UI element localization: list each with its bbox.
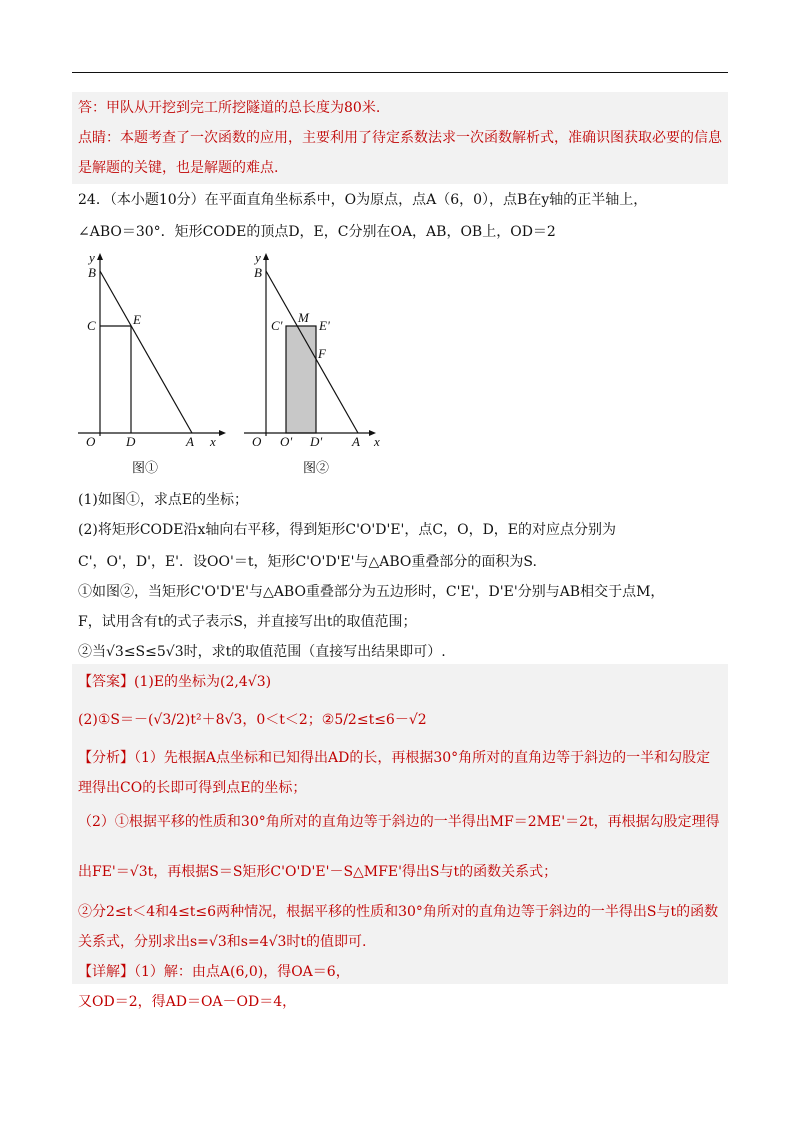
part-3-line-2: F，试用含有t的式子表示S，并直接写出t的取值范围； [78, 614, 417, 630]
fig1-caption: 图① [132, 461, 159, 476]
fig1-label-y: y [89, 250, 95, 265]
fig1-label-e: E [133, 312, 141, 327]
fig1-y-arrow [97, 253, 103, 260]
fig1-label-o: O [86, 434, 96, 448]
figure-1 [70, 248, 230, 448]
fig1-label-d: D [126, 434, 136, 448]
detail-line-2: 又OD＝2，得AD＝OA－OD＝4， [78, 994, 297, 1010]
analysis-line-6: 关系式，分别求出s=√3和s=4√3时t的值即可. [78, 934, 367, 950]
fig1-label-b: B [88, 265, 96, 280]
fig1-line-ab [100, 271, 192, 433]
fig2-label-o: O [252, 434, 262, 448]
figure-2 [236, 248, 396, 448]
question-line-2: ∠ABO＝30°．矩形CODE的顶点D，E，C分别在OA，AB，OB上，OD＝2 [78, 224, 556, 240]
part-2-line-2: C'，O'，D'，E'．设OO'＝t，矩形C'O'D'E'与△ABO重叠部分的面积为S. [78, 554, 537, 570]
fig2-label-f: F [318, 346, 326, 361]
fig2-label-c: C' [271, 318, 283, 333]
fig2-label-b: B [254, 265, 262, 280]
answer-line-1: 【答案】(1)E的坐标为(2,4√3) [78, 674, 272, 690]
question-line-1: 24．（本小题10分）在平面直角坐标系中，O为原点，点A（6，0），点B在y轴的正半轴上， [78, 192, 648, 208]
part-4: ②当√3≤S≤5√3时，求t的取值范围（直接写出结果即可）. [78, 644, 446, 660]
analysis-line-5: ②分2≤t＜4和4≤t≤6两种情况，根据平移的性质和30°角所对的直角边等于斜边的一半得出S与t的函数 [78, 904, 719, 920]
fig2-label-e: E' [319, 318, 330, 333]
fig1-label-a: A [186, 434, 194, 448]
part-3-line-1: ①如图②，当矩形C'O'D'E'与△ABO重叠部分为五边形时，C'E'，D'E'分别与AB相交于点M， [78, 584, 665, 600]
tip-line-1: 点睛：本题考查了一次函数的应用，主要利用了待定系数法求一次函数解析式，准确识图获取必要的信息 [78, 130, 722, 146]
fig2-caption: 图② [303, 461, 330, 476]
header-rule [72, 72, 728, 73]
fig2-label-a: A [352, 434, 360, 448]
tip-line-2: 是解题的关键，也是解题的难点. [78, 160, 279, 176]
analysis-line-2: 理得出CO的长即可得到点E的坐标； [78, 780, 307, 796]
fig2-label-m: M [298, 310, 309, 325]
fig1-label-c: C [87, 318, 96, 333]
fig2-overlap-region [286, 326, 316, 433]
analysis-line-1: 【分析】（1）先根据A点坐标和已知得出AD的长，再根据30°角所对的直角边等于斜边的一半和勾股定 [78, 750, 711, 766]
part-1: (1)如图①，求点E的坐标； [78, 492, 249, 508]
detail-line-1: 【详解】（1）解：由点A(6,0)，得OA＝6， [78, 964, 350, 980]
part-2-line-1: (2)将矩形CODE沿x轴向右平移，得到矩形C'O'D'E'，点C，O，D，E的对应点分别为 [78, 522, 617, 538]
fig1-x-arrow [219, 430, 226, 436]
answer-line-2: (2)①S＝－(√3/2)t²＋8√3，0＜t＜2；②5/2≤t≤6－√2 [78, 712, 427, 728]
analysis-line-3: （2）①根据平移的性质和30°角所对的直角边等于斜边的一半得出MF＝2ME'＝2t，再根据勾股定理得 [78, 814, 720, 830]
fig2-label-x: x [374, 434, 380, 448]
answer-prev: 答：甲队从开挖到完工所挖隧道的总长度为80米. [78, 100, 381, 116]
fig2-label-y: y [255, 250, 261, 265]
fig2-label-o-prime: O' [280, 434, 293, 448]
analysis-line-4: 出FE'＝√3t，再根据S＝S矩形C'O'D'E'－S△MFE'得出S与t的函数关系式； [78, 864, 558, 880]
fig2-y-arrow [263, 253, 269, 260]
fig1-label-x: x [210, 434, 216, 448]
fig2-label-d-prime: D' [310, 434, 323, 448]
